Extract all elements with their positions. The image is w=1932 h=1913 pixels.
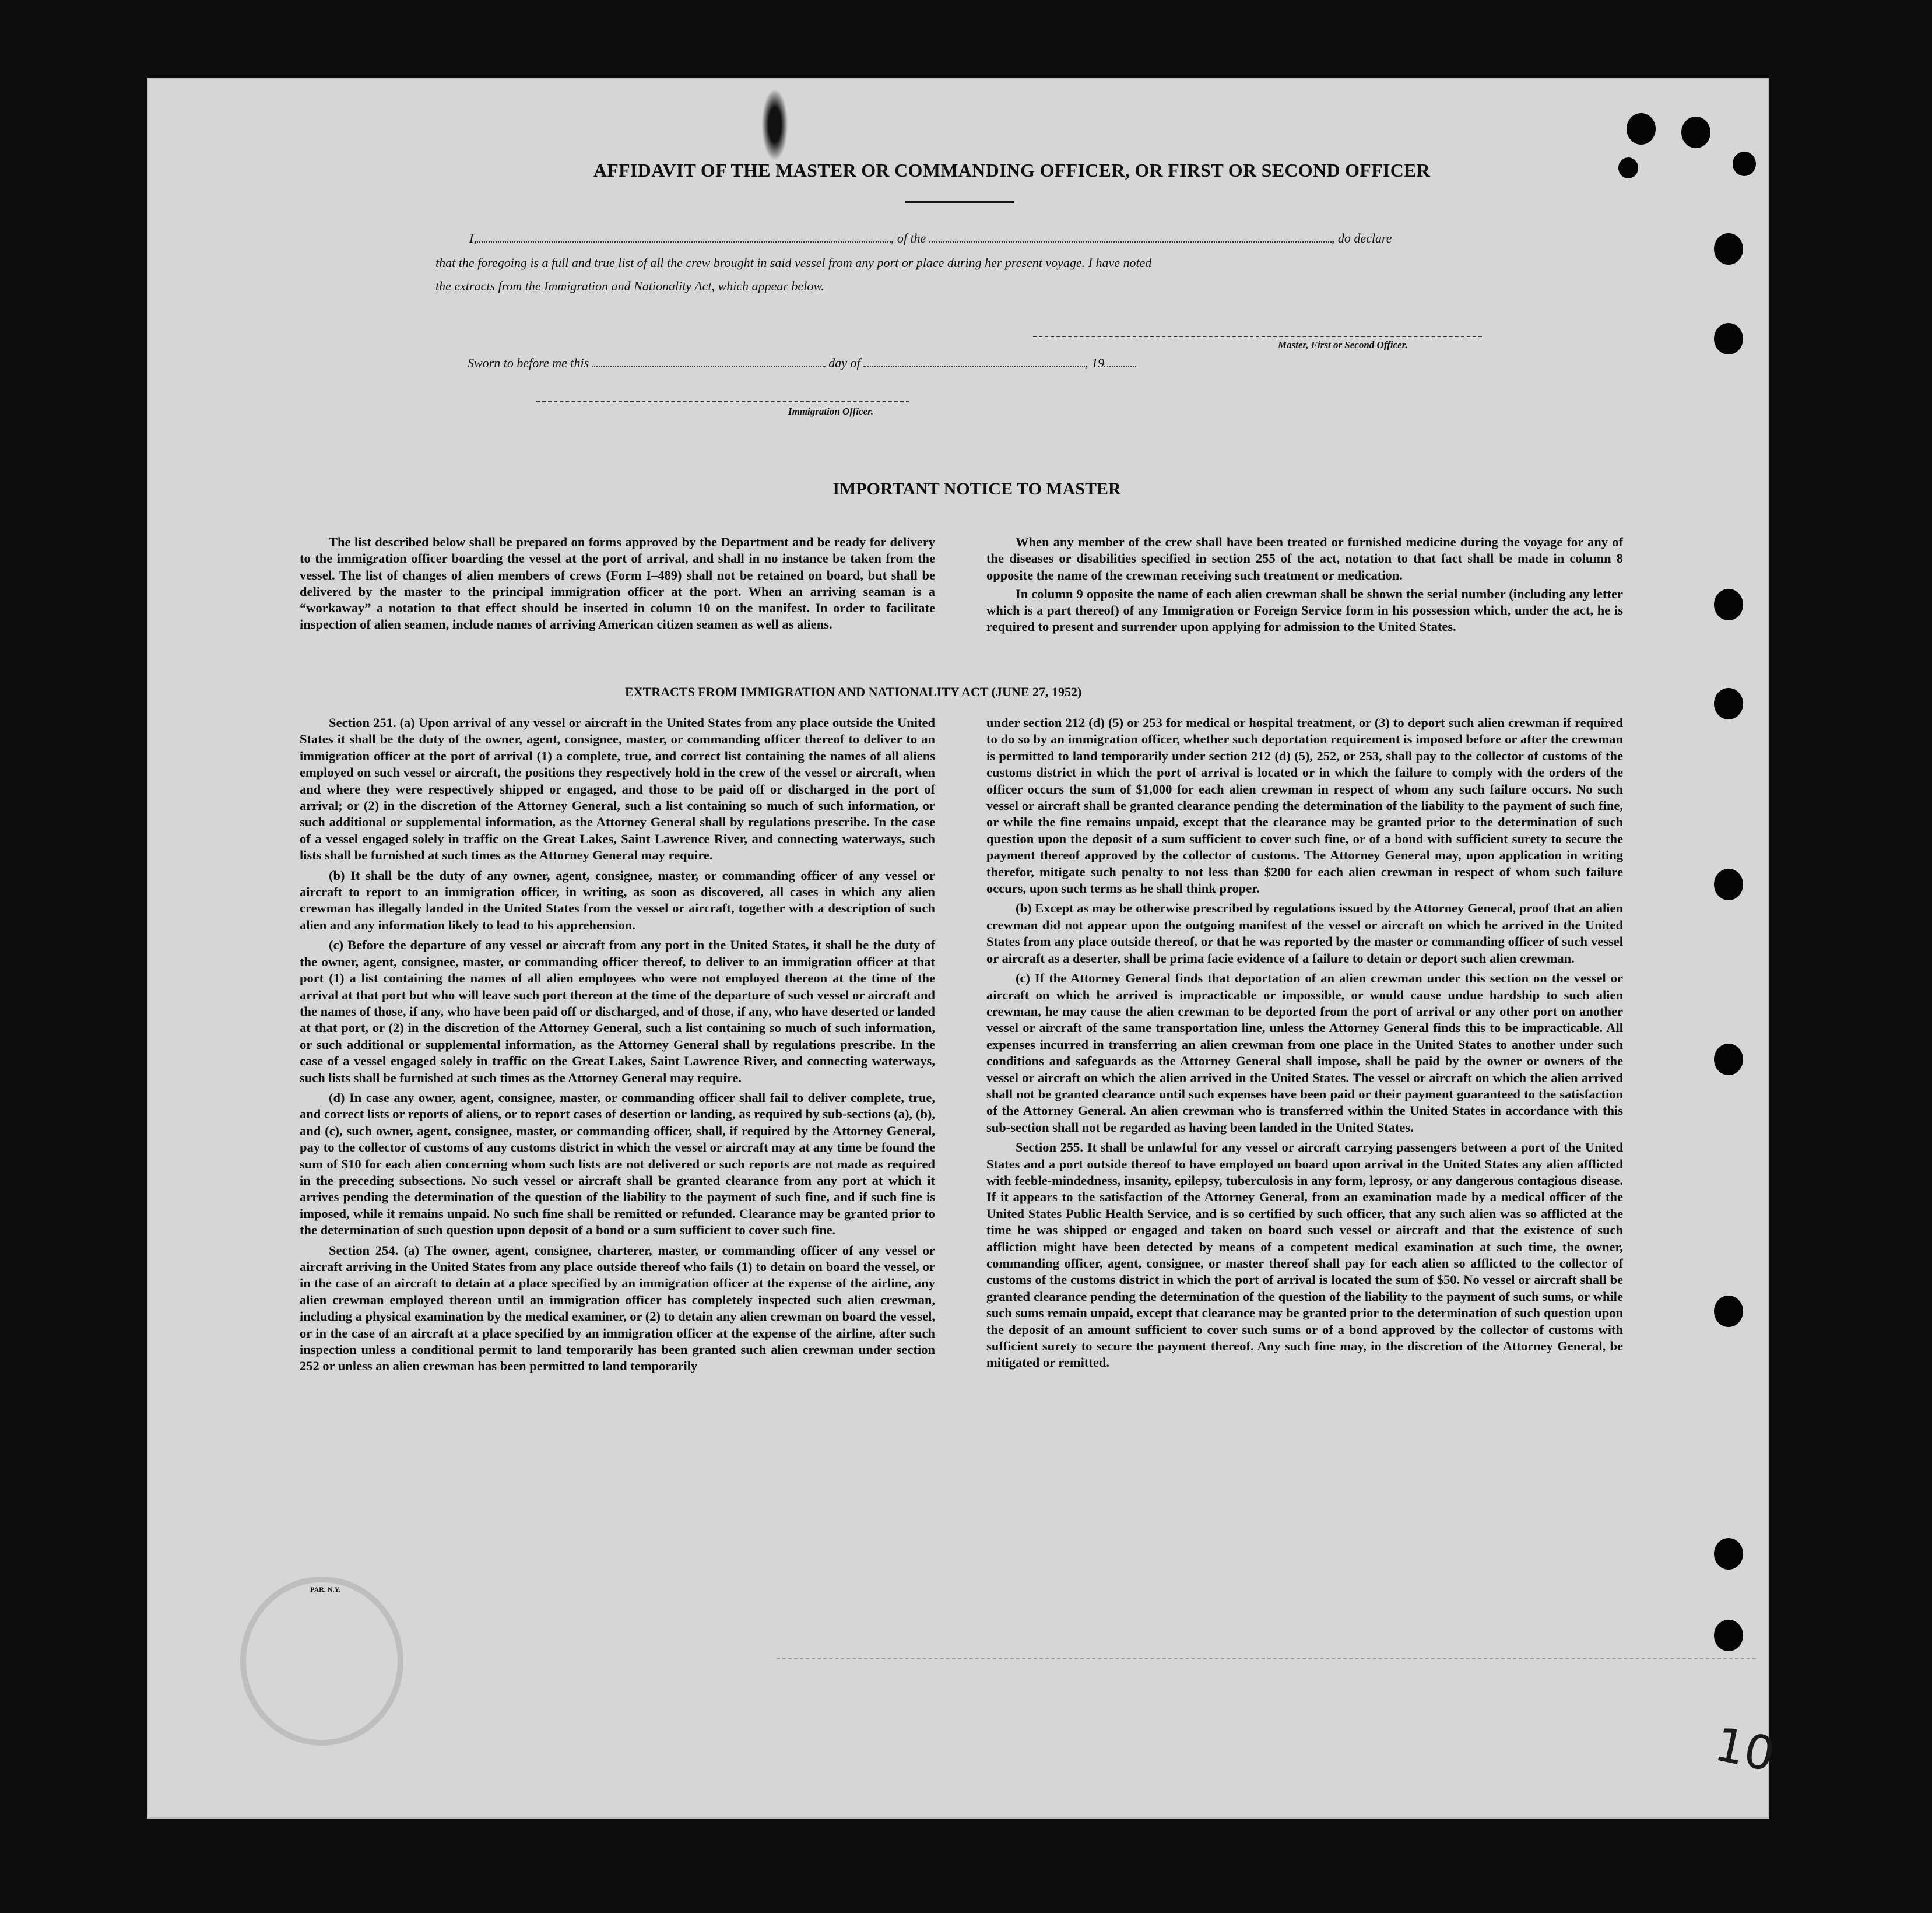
notice-right-text-1: When any member of the crew shall have been treated or furnished medicine during the voyage for any of the diseases or disabilities specified in section 255 of the act, notation to that fact shall be made in column 8 opposite the name of the crewman receiving such treatment or medication. <box>986 535 1623 582</box>
section-254-b: (b) Except as may be otherwise prescribed by regulations issued by the Attorney General, proof that an alien crewman did not appear upon the outgoing manifest of the vessel or aircraft on which he arrived in the United States from any place outside thereof, or that he was reported by the master or commanding officer of such vessel or aircraft as a deserter, shall be prima facie evidence of a failure to detain or deport such alien crewman. <box>986 901 1623 966</box>
binder-hole <box>1627 113 1656 145</box>
notice-left-text: The list described below shall be prepared on forms approved by the Department and be ready for delivery to the immigration officer boarding the vessel at the port of arrival, and shall in no instance be taken from the vessel. The list of changes of alien members of crews (Form I–489) shall not be retained on board, but shall be delivered by the master to the principal immigration officer at the port. When an arriving seaman is a “workaway” a notation to that effect should be inserted in column 10 on the manifest. In order to facilitate inspection of alien seamen, include names of arriving American citizen seamen as well as aliens. <box>300 535 935 632</box>
day-blank <box>592 356 826 367</box>
affidavit-title: AFFIDAVIT OF THE MASTER OR COMMANDING OFFICER, OR FIRST OR SECOND OFFICER <box>593 160 1431 181</box>
declaration-prefix: I, <box>469 231 477 245</box>
sworn-line <box>468 356 1136 371</box>
section-251-c: (c) Before the departure of any vessel or aircraft from any port in the United States, it shall be the duty of the owner, agent, consignee, master, or commanding officer thereof, to deliver to an immigration officer at that port (1) a list containing the names of all alien employees who were not employed thereon at the time of the arrival at that port but who will leave such port thereon at the time of the departure of such vessel or aircraft and the names of those, if any, who have been paid off or discharged, and of those, if any, who have deserted or landed at that port, or (2) in the discretion of the Attorney General, such a list containing so much of such information, or such additional or supplemental information, as the Attorney General shall by regulations prescribe. In the case of a vessel engaged solely in traffic on the Great Lakes, Saint Lawrence River, and connecting waterways, such lists shall be furnished at such times as the Attorney General may require. <box>300 938 935 1085</box>
binder-hole <box>1714 323 1743 354</box>
declaration-line-3: the extracts from the Immigration and Nationality Act, which appear below. <box>435 279 824 293</box>
section-251-b: (b) It shall be the duty of any owner, agent, consignee, master, or commanding officer of any vessel or aircraft to report to an immigration officer, in writing, as soon as discovered, all cases in which any alien crewman has illegally landed in the United States from the vessel or aircraft, together with a description of such alien and any information likely to lead to his apprehension. <box>300 868 935 932</box>
section-254-c: (c) If the Attorney General finds that deportation of an alien crewman under this section on the vessel or aircraft on which he arrived is impracticable or impossible, or would cause undue hardship to such alien crewman, he may cause the alien crewman to be deported from the port of arrival or any other port on another vessel or aircraft of the same transportation line, unless the Attorney General finds this to be impracticable. All expenses incurred in transferring an alien crewman from one place in the United States to another under such conditions and safeguards as the Attorney General shall impose, shall be paid by the owner or owners of the vessel or aircraft on which the alien arrived in the United States. The vessel or aircraft on which the alien arrived shall not be granted clearance until such expenses have been paid or their payment guaranteed to the satisfaction of the Attorney General. An alien crewman who is transferred within the United States in accordance with this sub-section shall not be regarded as having been landed in the United States. <box>986 971 1623 1135</box>
extracts-left-column <box>300 715 935 1378</box>
handwritten-page-number: 10 <box>1710 1717 1780 1782</box>
binder-hole <box>1714 1296 1743 1327</box>
notice-title: IMPORTANT NOTICE TO MASTER <box>832 479 1121 499</box>
extracts-title: EXTRACTS FROM IMMIGRATION AND NATIONALITY ACT (JUNE 27, 1952) <box>625 685 1082 699</box>
ink-smudge <box>762 90 788 160</box>
vessel-blank <box>929 231 1332 243</box>
sworn-middle: day of <box>828 356 860 370</box>
section-251-d: (d) In case any owner, agent, consignee, master, or commanding officer shall fail to deliver complete, true, and correct lists or reports of aliens, or to report cases of desertion or landing, as required by sub-sections (a), (b), and (c), such owner, agent, consignee, master, or commanding officer, shall, if required by the Attorney General, pay to the collector of customs of any customs district in which the vessel or aircraft may at any time be found the sum of $10 for each alien concerning whom such lists are not delivered or such reports are not made as required in the preceding subsections. No such vessel or aircraft shall be granted clearance from any port at which it arrives pending the determination of the question of the liability to the payment of such fine, and if such fine is imposed, while it remains unpaid. No such fine shall be remitted or refunded. Clearance may be granted prior to the determination of such question upon deposit of a bond or a sum sufficient to cover such fine. <box>300 1090 935 1238</box>
scan-edge-line <box>777 1658 1756 1659</box>
binder-hole <box>1714 233 1743 265</box>
faded-seal-stamp <box>240 1577 403 1746</box>
sworn-prefix: Sworn to before me this <box>468 356 589 370</box>
binder-hole <box>1714 1538 1743 1570</box>
binder-hole <box>1714 1620 1743 1651</box>
sworn-year: , 19 <box>1085 356 1105 370</box>
declaration-middle: , of the <box>890 231 926 245</box>
extracts-right-column <box>986 715 1623 1375</box>
notice-right-paragraphs <box>986 534 1623 636</box>
binder-hole <box>1714 1044 1743 1075</box>
binder-hole <box>1714 589 1743 620</box>
year-blank <box>1104 356 1136 367</box>
printer-mark: PAR. N.Y. <box>310 1585 341 1593</box>
section-254-a-continued: under section 212 (d) (5) or 253 for medical or hospital treatment, or (3) to deport such alien crewman if required to do so by an immigration officer, whether such deportation requirement is imposed before or after the crewman is permitted to land temporarily under section 212 (d) (5), 252, or 253, shall pay to the collector of customs of the customs district in which the port of arrival is located or in which the failure to comply with the orders of the officer occurs the sum of $1,000 for each alien crewman in respect of whom any such failure occurs. No such vessel or aircraft shall be granted clearance pending the determination of the liability to the payment of such fine, or while the fine remains unpaid, except that the clearance may be granted prior to the determination of such question upon the deposit of a sum sufficient to cover such fine, or of a bond with sufficient surety to secure the payment thereof approved by the collector of customs. The Attorney General may, upon application in writing therefor, mitigate such penalty to not less than $200 for each alien crewman in respect of whom such failure occurs, upon such terms as he shall think proper. <box>986 715 1623 896</box>
section-251-a: Section 251. (a) Upon arrival of any vessel or aircraft in the United States from any place outside the United States it shall be the duty of the owner, agent, consignee, master, or commanding officer thereof to deliver to an immigration officer at the port of arrival (1) a complete, true, and correct list containing the names of all aliens employed on such vessel or aircraft, the positions they respectively hold in the crew of the vessel or aircraft, when and where they were respectively shipped or engaged, and those to be paid off or discharged in the port of arrival; or (2) in the discretion of the Attorney General, such a list containing so much of such information, or such additional or supplemental information, as the Attorney General shall by regulations prescribe. In the case of a vessel engaged solely in traffic on the Great Lakes, Saint Lawrence River, and connecting waterways, such lists shall be furnished at such times as the Attorney General may require. <box>300 715 935 863</box>
master-signature-line <box>1033 336 1482 337</box>
document-sheet <box>147 78 1780 1819</box>
section-254-a: Section 254. (a) The owner, agent, consignee, charterer, master, or commanding officer of any vessel or aircraft arriving in the United States from any place outside thereof who fails (1) to detain on board the vessel, or in the case of an aircraft to detain at a place specified by an immigration officer at the expense of the airline, any alien crewman employed thereon until an immigration officer has completely inspected such alien crewman, including a physical examination by the medical examiner, or (2) to detain any alien crewman on board the vessel, or in the case of an aircraft at a place specified by an immigration officer at the expense of the airline, after such inspection unless a conditional permit to land temporarily has been granted such alien crewman under section 252 or unless an alien crewman has been permitted to land temporarily <box>300 1242 935 1374</box>
binder-hole <box>1714 869 1743 900</box>
master-caption: Master, First or Second Officer. <box>1278 339 1408 350</box>
title-rule <box>905 201 1014 203</box>
name-blank <box>477 231 891 243</box>
officer-caption: Immigration Officer. <box>788 406 874 417</box>
officer-signature-line <box>536 401 909 402</box>
notice-left-paragraph <box>300 534 935 633</box>
binder-hole <box>1681 117 1710 148</box>
notice-right-text-2: In column 9 opposite the name of each alien crewman shall be shown the serial number (including any letter which is a part thereof) of any Immigration or Foreign Service form in his possession which, under the act, he is required to present and surrender upon applying for admission to the United States. <box>986 586 1623 634</box>
declaration-line-2: that the foregoing is a full and true list of all the crew brought in said vessel from any port or place during her present voyage. I have noted <box>435 255 1152 270</box>
section-255: Section 255. It shall be unlawful for any vessel or aircraft carrying passengers between a port of the United States and a port outside thereof to have employed on board upon arrival in the United States any alien afflicted with feeble-mindedness, insanity, epilepsy, tuberculosis in any form, leprosy, or any dangerous contagious disease. If it appears to the satisfaction of the Attorney General, from an examination made by a medical officer of the United States Public Health Service, and is so certified by such officer, that any such alien was so afflicted at the time he was shipped or engaged and taken on board such vessel or aircraft and that the existence of such affliction might have been detected by means of a competent medical examination at such time, the owner, commanding officer, agent, consignee, or master thereof shall pay for each alien so afflicted to the collector of customs of the customs district in which the port of arrival is located the sum of $50. No vessel or aircraft shall be granted clearance pending the determination of the question of the liability to the payment of such sums, or while such sums remain unpaid, except that clearance may be granted prior to the determination of such question upon the deposit of an amount sufficient to cover such sums or of a bond approved by the collector of customs with sufficient surety to secure the payment thereof. Any such fine may, in the discretion of the Attorney General, be mitigated or remitted. <box>986 1140 1623 1370</box>
binder-hole <box>1714 688 1743 719</box>
month-blank <box>863 356 1085 367</box>
declaration-line <box>469 231 1392 246</box>
declaration-suffix: , do declare <box>1331 231 1392 245</box>
